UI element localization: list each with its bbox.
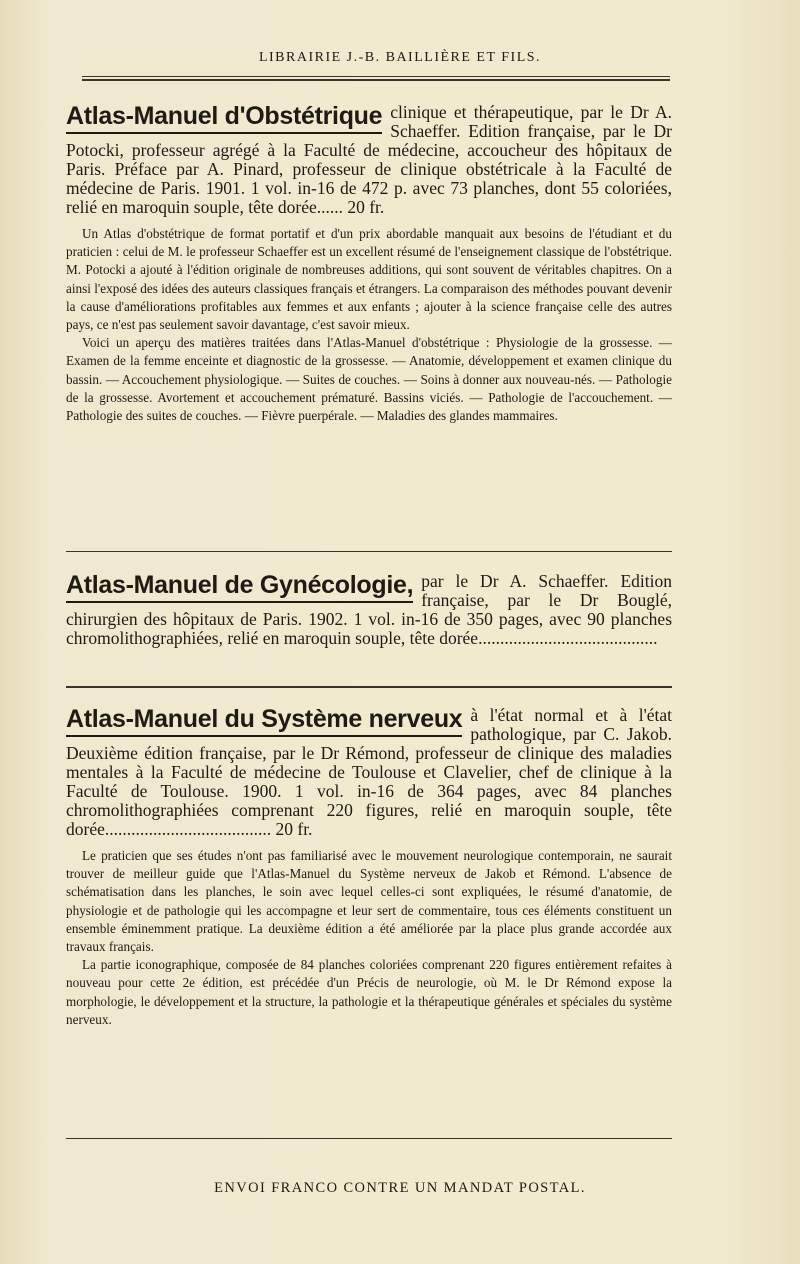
description-paragraph: La partie iconographique, composée de 84 planches coloriées comprenant 220 figures entièrement refaites à nouveau pour cette 2e édition, est précédée d'un Précis de neurologie, où M. le Dr Rémond expose la morphologie, le développement et la structure, la pathologie et la thérapeutique générales et spéciales du système nerveux. [66,957,672,1027]
entry-title: Atlas-Manuel de Gynécologie, [66,572,413,603]
header-rule-thick [82,79,670,81]
footer-note: ENVOI FRANCO CONTRE UN MANDAT POSTAL. [214,1180,586,1196]
entry-gynecologie [66,572,672,648]
header-rule [82,76,670,77]
entry-systeme-nerveux [66,706,672,1029]
description-paragraph: Voici un aperçu des matières traitées dans l'Atlas-Manuel d'obstétrique : Physiologie de la grossesse. — Examen de la femme enceinte et diagnostic de la grossesse. — Anatomie, développement et examen clinique du bassin. — Accouchement physiologique. — Suites de couches. — Soins à donner aux nouveau-nés. — Pathologie de la grossesse. Avortement et accouchement prématuré. Bassins viciés. — Pathologie de l'accouchement. — Pathologie des suites de couches. — Fièvre puerpérale. — Maladies des glandes mammaires. [66,335,672,424]
entry-obstetrique [66,103,672,425]
entry-description [66,847,672,1029]
description-paragraph: Le praticien que ses études n'ont pas familiarisé avec le mouvement neurologique contemporain, ne saurait trouver de meilleur guide que l'Atlas-Manuel du Système nerveux de Jakob et Rémond. L'absence de schématisation dans les planches, le soin avec lequel celles-ci sont expliquées, le résumé d'anatomie, de physiologie et de pathologie qui les accompagne et leur sert de commentaire, tous ces éléments constituent un ensemble éminemment pratique. La deuxième édition a été améliorée par la place plus grande accordée aux travaux français. [66,848,672,955]
entry-title: Atlas-Manuel du Système nerveux [66,706,462,737]
description-paragraph: Un Atlas d'obstétrique de format portatif et d'un prix abordable manquait aux besoins de l'étudiant et du praticien : celui de M. le professeur Schaeffer est un excellent résumé de l'enseignement classique de l'obstétrique. M. Potocki a ajouté à l'édition originale de nombreuses additions, qui sont souvent de véritables chapitres. On a ainsi l'exposé des idées des auteurs classiques français et étrangers. La comparaison des méthodes pouvant devenir la cause d'améliorations profitables aux femmes et aux enfants ; ajouter à la science française celle des autres pays, ce n'est pas seulement savoir davantage, c'est savoir mieux. [66,226,672,333]
entry-main-text: clinique et thérapeutique, par le Dr A. Schaeffer. Edition française, par le Dr Potocki, professeur agrégé à la Faculté de médecine, accoucheur des hôpitaux de Paris. Préface par A. Pinard, professeur de clinique obstétricale à la Faculté de médecine de Paris. 1901. 1 vol. in-16 de 472 p. avec 73 planches, dont 55 coloriées, relié en maroquin souple, tête dorée...... 20 fr. [66,102,672,217]
entry-main-text: à l'état normal et à l'état pathologique, par C. Jakob. Deuxième édition française, par le Dr Rémond, professeur de clinique des maladies mentales à la Faculté de médecine de Toulouse et Clavelier, chef de clinique à la Faculté de Toulouse. 1900. 1 vol. in-16 de 364 pages, avec 84 planches chromolithographiées comprenant 220 figures, relié en maroquin souple, tête dorée...................................... 20 fr. [66,705,672,839]
entry-description [66,225,672,425]
entry-main-text: par le Dr A. Schaeffer. Edition française, par le Dr Bouglé, chirurgien des hôpitaux de Paris. 1902. 1 vol. in-16 de 350 pages, avec 90 planches chromolithographiées, relié en maroquin souple, tête dorée......................................... [66,571,672,648]
entry-title: Atlas-Manuel d'Obstétrique [66,103,382,134]
separator-rule [66,686,672,688]
separator-rule [66,551,672,552]
running-head: LIBRAIRIE J.-B. BAILLIÈRE ET FILS. [258,50,542,65]
separator-rule [66,1138,672,1139]
